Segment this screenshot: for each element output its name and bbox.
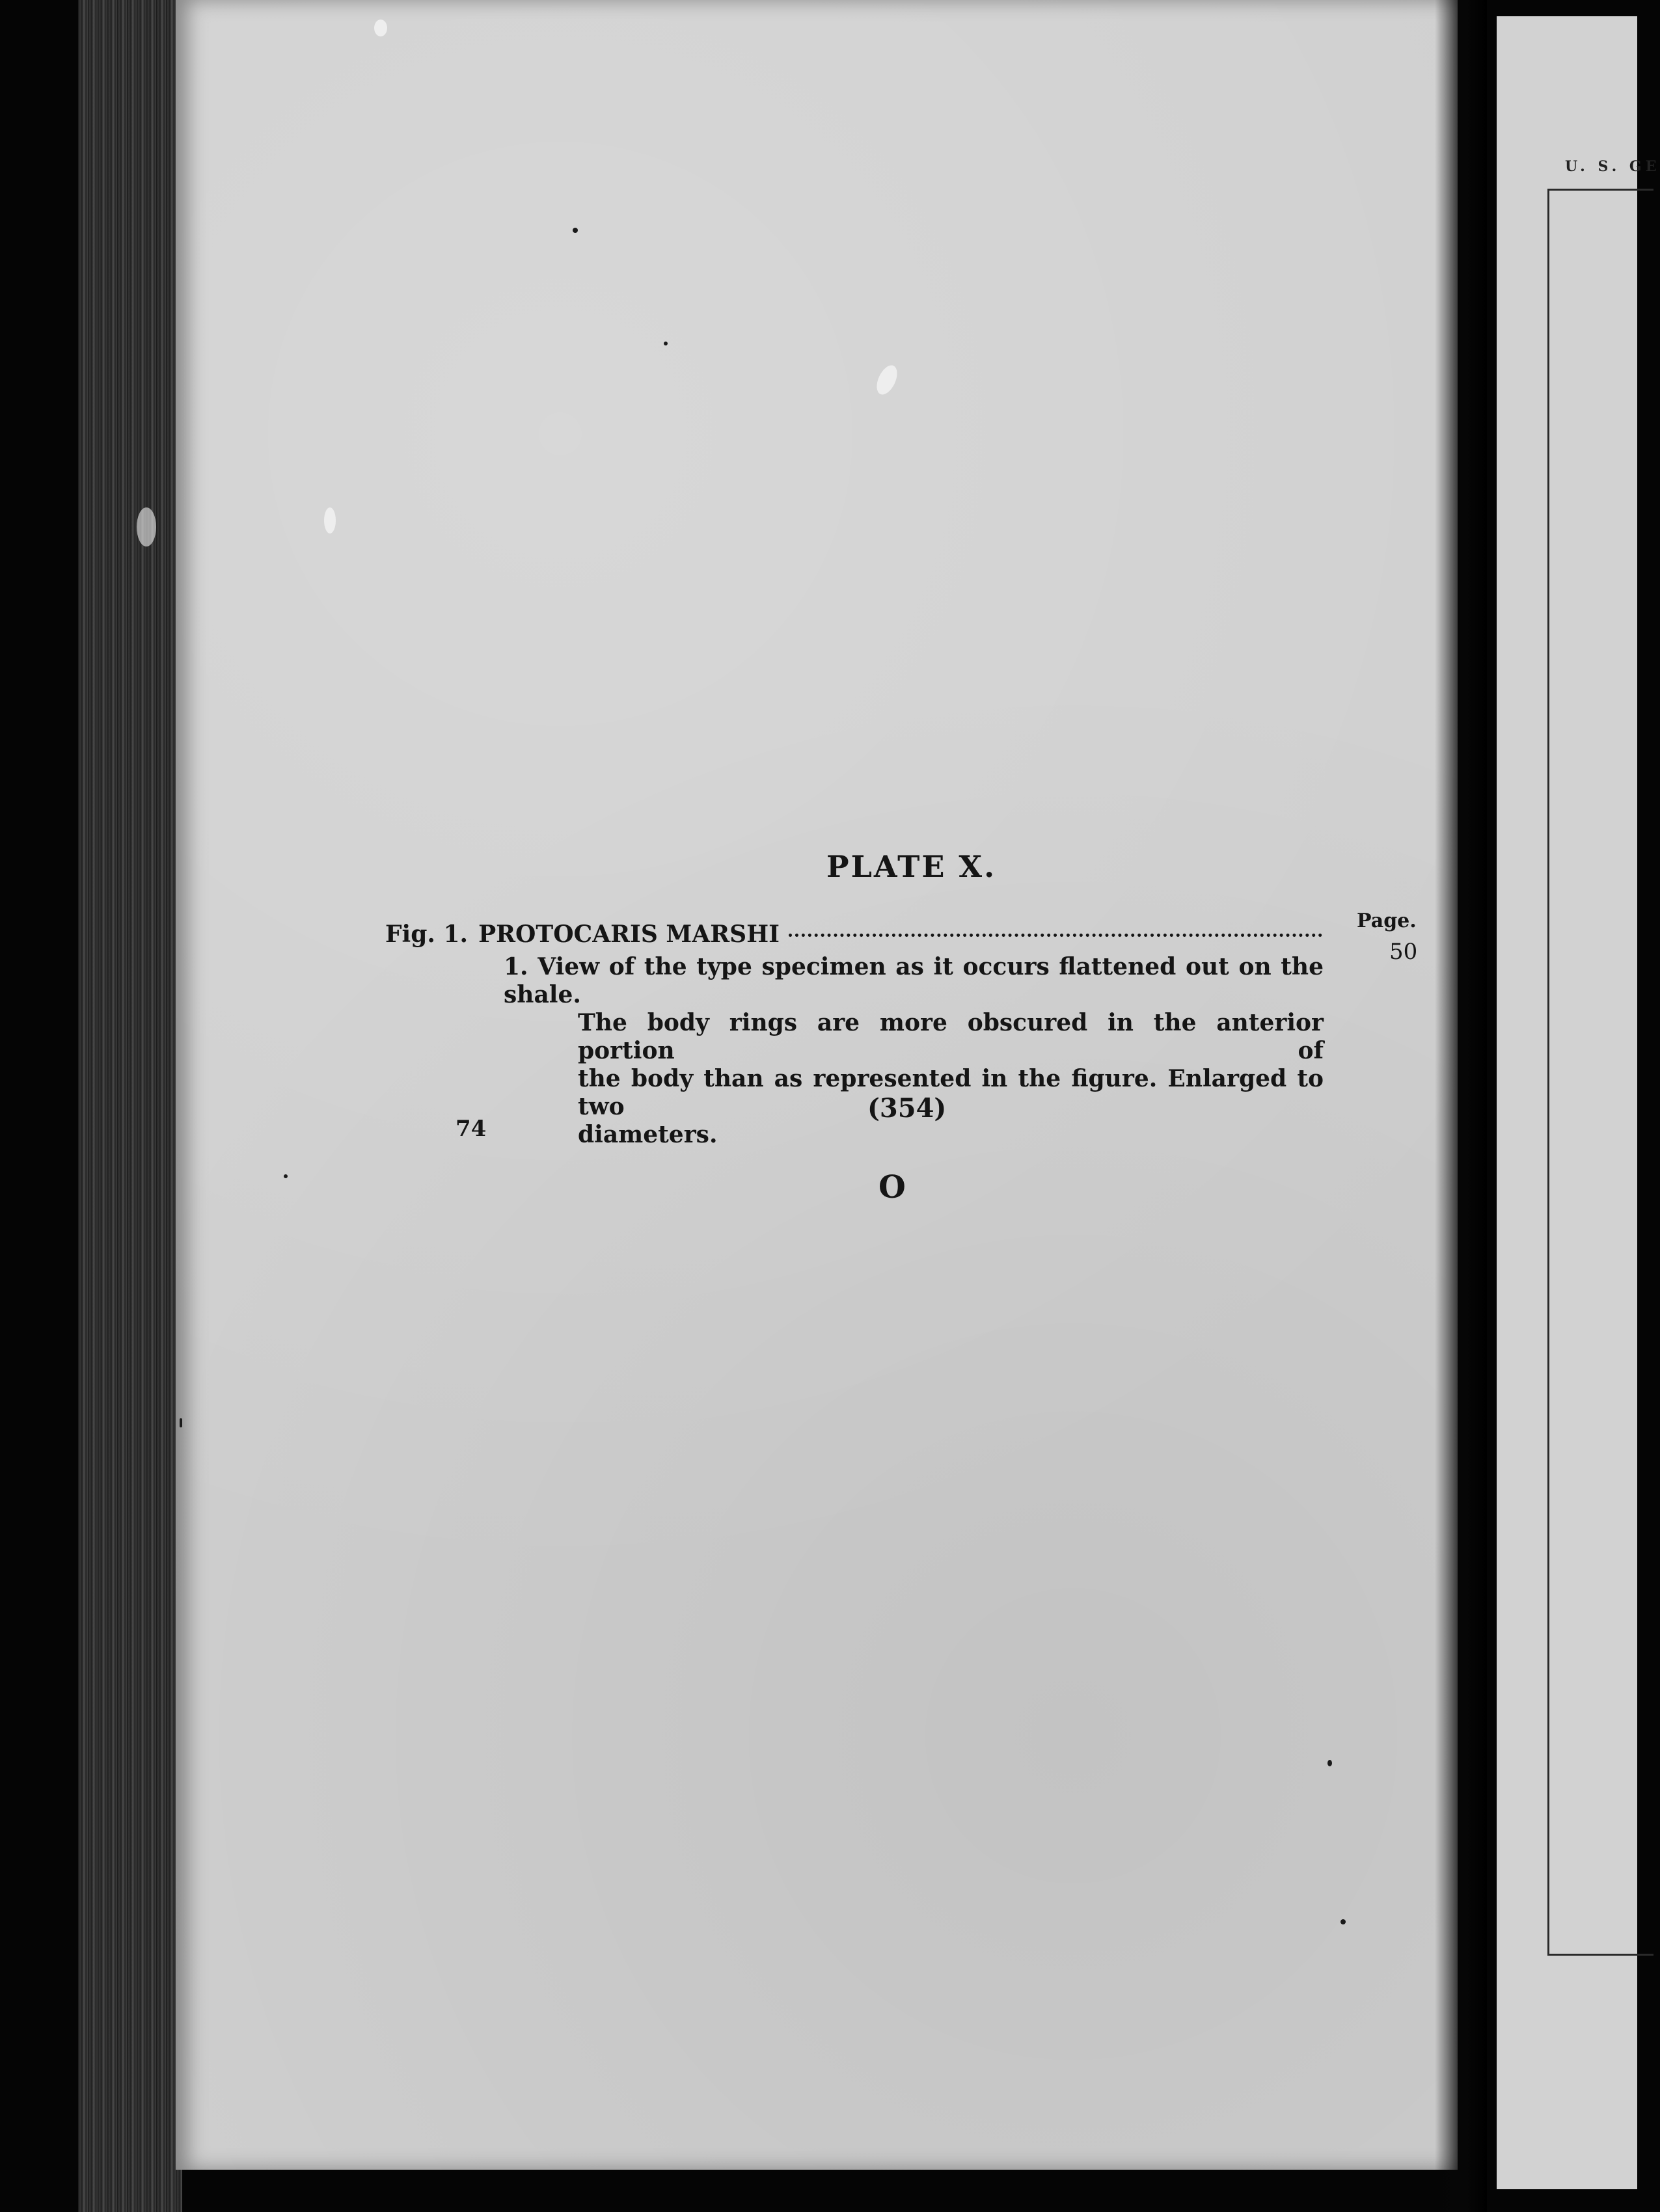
paper-spot bbox=[324, 507, 336, 533]
facing-page-header: U. S. GE bbox=[1565, 158, 1660, 175]
paper-spot bbox=[374, 20, 387, 36]
description-line: diameters. bbox=[578, 1121, 718, 1148]
bracketed-folio: (354) bbox=[867, 1093, 947, 1124]
paper-speck bbox=[180, 1418, 182, 1427]
description-line: The body rings are more obscured in the anterior portion of bbox=[578, 1009, 1324, 1064]
dot-leader bbox=[789, 934, 1322, 937]
paper-speck bbox=[1340, 1919, 1346, 1924]
figure-entry bbox=[385, 921, 1322, 948]
paper-speck bbox=[1327, 1760, 1332, 1766]
figure-label: Fig. 1. bbox=[385, 921, 469, 948]
figure-species-name: PROTOCARIS MARSHI bbox=[478, 921, 780, 948]
paper-spot bbox=[873, 362, 901, 398]
printer-ornament: O bbox=[878, 1169, 906, 1206]
page-column-heading: Page. bbox=[1357, 910, 1417, 932]
paper-speck bbox=[573, 228, 578, 233]
facing-page-plate-frame bbox=[1547, 189, 1653, 1956]
gutter-shadow bbox=[1435, 0, 1487, 2212]
figure-page-number: 50 bbox=[1389, 939, 1418, 965]
paper-speck bbox=[284, 1174, 288, 1178]
paper-speck bbox=[664, 342, 668, 345]
plate-title: PLATE X. bbox=[826, 849, 997, 884]
description-line: 1. View of the type specimen as it occurs flattened out on the shale. bbox=[504, 953, 1324, 1008]
paper-spot bbox=[137, 507, 156, 546]
book-edge bbox=[78, 0, 182, 2212]
description-line: the body than as represented in the figure. Enlarged to two bbox=[578, 1065, 1324, 1120]
page-folio-number: 74 bbox=[456, 1116, 487, 1142]
